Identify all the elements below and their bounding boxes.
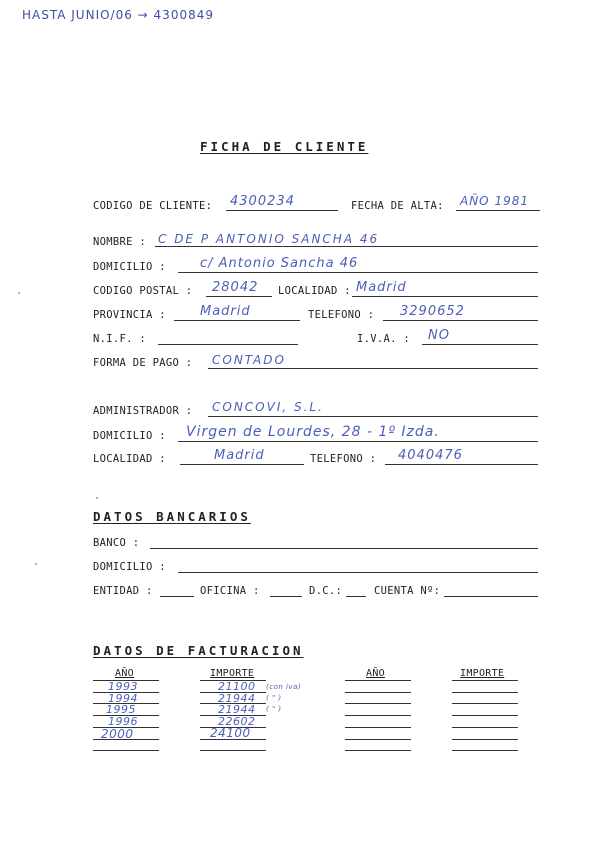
forma-pago-value[interactable]: CONTADO bbox=[212, 353, 286, 367]
nombre-value[interactable]: C DE P ANTONIO SANCHA 46 bbox=[158, 232, 380, 246]
nombre-underline bbox=[155, 246, 538, 247]
fact-row-line bbox=[200, 739, 266, 740]
admin-telefono-label: TELEFONO : bbox=[310, 453, 377, 465]
fact-row-line bbox=[345, 715, 411, 716]
fact-importe: 24100 bbox=[210, 726, 251, 740]
fact-row-line bbox=[93, 680, 159, 681]
nif-underline[interactable] bbox=[158, 344, 298, 345]
datos-bancarios-title: DATOS BANCARIOS bbox=[93, 509, 251, 524]
fact-importe: 21100 bbox=[218, 680, 256, 693]
fact-row-line bbox=[200, 703, 266, 704]
codigo-postal-value[interactable]: 28042 bbox=[212, 280, 259, 295]
administrador-label: ADMINISTRADOR : bbox=[93, 405, 193, 417]
fact-row-line bbox=[93, 703, 159, 704]
fact-ano: 1996 bbox=[108, 715, 138, 728]
fact-row-line bbox=[200, 715, 266, 716]
admin-localidad-label: LOCALIDAD : bbox=[93, 453, 166, 465]
administrador-underline bbox=[208, 416, 538, 417]
codigo-cliente-label: CODIGO DE CLIENTE: bbox=[93, 200, 213, 212]
fact-importe: 22602 bbox=[218, 715, 256, 728]
localidad-underline bbox=[352, 296, 538, 297]
admin-telefono-value[interactable]: 4040476 bbox=[398, 448, 463, 463]
entidad-label: ENTIDAD : bbox=[93, 585, 153, 597]
admin-domicilio-value[interactable]: Virgen de Lourdes, 28 - 1º Izda. bbox=[186, 424, 440, 440]
datos-facturacion-title: DATOS DE FACTURACION bbox=[93, 643, 304, 658]
fact-ano: 2000 bbox=[101, 727, 134, 741]
fact-importe: 21944 bbox=[218, 692, 256, 705]
entidad-field[interactable] bbox=[160, 596, 194, 597]
provincia-label: PROVINCIA : bbox=[93, 309, 166, 321]
administrador-value[interactable]: CONCOVI, S.L. bbox=[212, 400, 324, 414]
cuenta-label: CUENTA Nº: bbox=[374, 585, 441, 597]
banco-domicilio-field[interactable] bbox=[178, 572, 538, 573]
telefono-label: TELEFONO : bbox=[308, 309, 375, 321]
domicilio-label: DOMICILIO : bbox=[93, 261, 166, 273]
fact-row-line bbox=[452, 727, 518, 728]
fact-importe: 21944 bbox=[218, 703, 256, 716]
iva-value[interactable]: NO bbox=[428, 328, 450, 343]
fact-row-line bbox=[452, 715, 518, 716]
fecha-alta-underline bbox=[456, 210, 540, 211]
fact-row-line bbox=[452, 750, 518, 751]
admin-domicilio-label: DOMICILIO : bbox=[93, 430, 166, 442]
codigo-cliente-underline bbox=[226, 210, 338, 211]
fecha-alta-label: FECHA DE ALTA: bbox=[351, 200, 444, 212]
fact-note: (con iva) bbox=[266, 683, 302, 691]
oficina-label: OFICINA : bbox=[200, 585, 260, 597]
cuenta-field[interactable] bbox=[444, 596, 538, 597]
fact-row-line bbox=[345, 739, 411, 740]
nif-label: N.I.F. : bbox=[93, 333, 146, 345]
oficina-field[interactable] bbox=[270, 596, 302, 597]
admin-telefono-underline bbox=[385, 464, 538, 465]
header-note: HASTA JUNIO/06 → 4300849 bbox=[22, 8, 214, 22]
fact-row-line bbox=[345, 727, 411, 728]
forma-pago-underline bbox=[208, 368, 538, 369]
forma-pago-label: FORMA DE PAGO : bbox=[93, 357, 193, 369]
fact-row-line bbox=[452, 680, 518, 681]
stray-mark bbox=[35, 563, 37, 565]
fact-row-line bbox=[200, 727, 266, 728]
iva-label: I.V.A. : bbox=[357, 333, 410, 345]
banco-label: BANCO : bbox=[93, 537, 140, 549]
fact-row-line bbox=[93, 715, 159, 716]
page-title: FICHA DE CLIENTE bbox=[200, 139, 369, 154]
col-importe-header: IMPORTE bbox=[210, 668, 255, 679]
fact-row-line bbox=[452, 703, 518, 704]
stray-mark bbox=[96, 497, 98, 499]
stray-mark bbox=[18, 292, 20, 294]
domicilio-underline bbox=[178, 272, 538, 273]
fact-row-line bbox=[93, 727, 159, 728]
admin-domicilio-underline bbox=[178, 441, 538, 442]
col-importe-header-2: IMPORTE bbox=[460, 668, 505, 679]
telefono-underline bbox=[383, 320, 538, 321]
localidad-label: LOCALIDAD : bbox=[278, 285, 351, 297]
col-ano-header-2: AÑO bbox=[366, 668, 385, 679]
localidad-value[interactable]: Madrid bbox=[356, 280, 407, 295]
fact-row-line bbox=[93, 739, 159, 740]
dc-label: D.C.: bbox=[309, 585, 343, 597]
fact-ano: 1995 bbox=[106, 703, 136, 716]
fact-row-line bbox=[345, 703, 411, 704]
fact-row-line bbox=[452, 739, 518, 740]
fact-row-line bbox=[93, 750, 159, 751]
banco-field[interactable] bbox=[150, 548, 538, 549]
fact-ano: 1993 bbox=[108, 680, 138, 693]
nombre-label: NOMBRE : bbox=[93, 236, 146, 248]
fact-row-line bbox=[200, 692, 266, 693]
fact-ano: 1994 bbox=[108, 692, 138, 705]
fact-row-line bbox=[93, 692, 159, 693]
dc-field[interactable] bbox=[346, 596, 366, 597]
fecha-alta-value[interactable]: AÑO 1981 bbox=[460, 194, 529, 208]
banco-domicilio-label: DOMICILIO : bbox=[93, 561, 166, 573]
fact-row-line bbox=[345, 692, 411, 693]
col-ano-header: AÑO bbox=[115, 668, 134, 679]
provincia-underline bbox=[174, 320, 300, 321]
fact-row-line bbox=[200, 750, 266, 751]
provincia-value[interactable]: Madrid bbox=[200, 304, 251, 319]
fact-note: ( " ) bbox=[266, 705, 282, 713]
domicilio-value[interactable]: c/ Antonio Sancha 46 bbox=[200, 256, 359, 271]
iva-underline bbox=[422, 344, 538, 345]
fact-row-line bbox=[200, 680, 266, 681]
fact-note: ( " ) bbox=[266, 694, 282, 702]
codigo-postal-label: CODIGO POSTAL : bbox=[93, 285, 193, 297]
fact-row-line bbox=[345, 750, 411, 751]
admin-localidad-underline bbox=[180, 464, 304, 465]
fact-row-line bbox=[345, 680, 411, 681]
codigo-cliente-value[interactable]: 4300234 bbox=[230, 194, 295, 209]
fact-row-line bbox=[452, 692, 518, 693]
codigo-postal-underline bbox=[206, 296, 272, 297]
admin-localidad-value[interactable]: Madrid bbox=[214, 448, 265, 463]
telefono-value[interactable]: 3290652 bbox=[400, 304, 465, 319]
